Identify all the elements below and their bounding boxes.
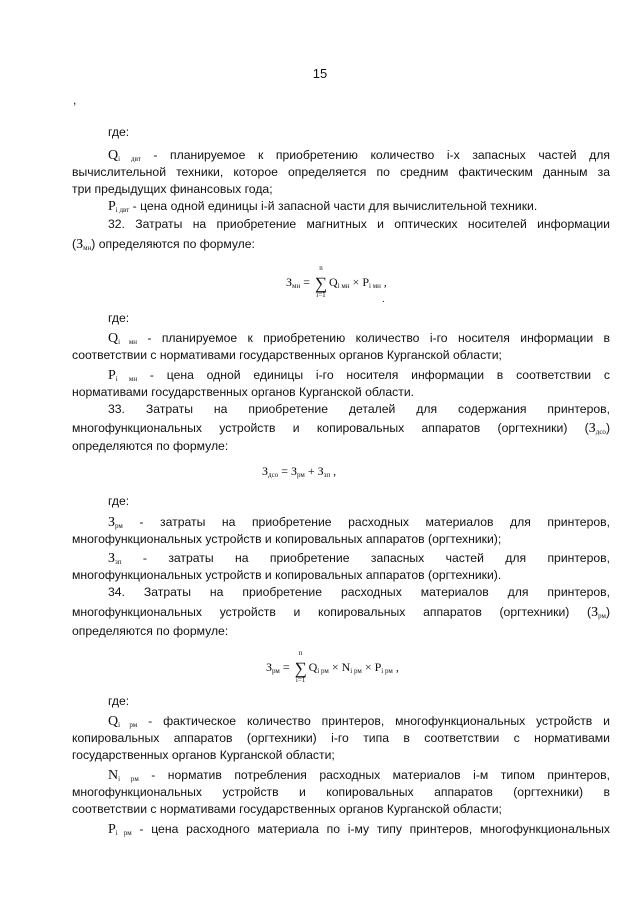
formula-subscript: рм: [272, 667, 280, 675]
definition-text: - планируемое к приобретению количество i-го носителя информации в: [137, 331, 611, 345]
sum-lower: i=1: [295, 676, 306, 684]
symbol: P: [108, 368, 116, 383]
text-line: многофункциональных устройств и копировальных аппаратов (оргтехники) в: [72, 785, 610, 799]
symbol: P: [108, 822, 116, 837]
symbol: Q: [108, 714, 119, 729]
stray-dot: .: [382, 294, 385, 305]
where-label: где:: [108, 125, 130, 139]
definition-text: - цена расходного материала по i-му типу принтеров, многофункциональных: [131, 822, 610, 836]
formula-end: ,: [380, 275, 387, 289]
formula-lhs: З: [262, 464, 269, 478]
symbol: З: [591, 605, 599, 620]
formula-op: ×: [349, 275, 363, 289]
bracket: ): [605, 421, 610, 435]
formula-1: [286, 264, 387, 299]
formula-end: ,: [330, 464, 337, 478]
formula-var: З: [290, 464, 297, 478]
text: ) определяются по формуле:: [91, 237, 255, 251]
formula-3: [266, 649, 399, 684]
text-line: три предыдущих финансовых года;: [72, 182, 273, 196]
formula-end: ,: [392, 660, 399, 674]
definition-text: - затраты на приобретение запасных частей для принтеров,: [121, 551, 610, 565]
text: многофункциональных устройств и копировальных аппаратов (оргтехники) (: [72, 421, 589, 435]
bracket: ): [605, 605, 610, 619]
sum-upper: n: [298, 649, 303, 657]
bracket: (: [72, 237, 77, 251]
text: многофункциональных устройств и копировальных аппаратов (оргтехники) (: [72, 605, 592, 619]
sum-lower: i=1: [316, 291, 326, 299]
formula-var: Q: [308, 660, 318, 674]
formula-subscript: i мн: [337, 282, 350, 290]
symbol-subscript: i рм: [115, 829, 132, 837]
formula-subscript: i рм: [381, 667, 393, 675]
sum-icon: ∑ n i=1: [294, 649, 307, 684]
text-line: определяются по формуле:: [72, 624, 229, 638]
text-line: определяются по формуле:: [72, 439, 229, 453]
definition-text: - цена одной единицы i-й запасной части для вычислительной техники.: [129, 199, 538, 213]
text-line: многофункциональных устройств и копировальных аппаратов (оргтехники);: [72, 532, 502, 546]
formula-op: +: [304, 464, 318, 478]
formula-subscript: i рм: [350, 667, 362, 675]
symbol-subscript: рм: [115, 522, 123, 530]
symbol-subscript: i двт: [118, 155, 141, 163]
symbol: P: [108, 199, 116, 214]
formula-var: P: [374, 660, 382, 674]
text-line: государственных органов Курганской области;: [72, 748, 335, 762]
definition-p-rm: [108, 821, 610, 842]
formula-eq: =: [279, 660, 293, 674]
definition-text: - фактическое количество принтеров, многофункциональных устройств и: [137, 714, 610, 728]
page-number: 15: [312, 66, 328, 81]
formula-op: ×: [361, 660, 375, 674]
symbol-subscript: дсо: [595, 428, 606, 436]
formula-lhs: З: [266, 660, 273, 674]
sum-upper: n: [319, 264, 323, 272]
where-label: где:: [108, 494, 130, 508]
symbol: З: [76, 237, 84, 252]
symbol-subscript: зп: [115, 558, 122, 566]
definition-text: - цена одной единицы i-го носителя информации в соответствии с: [137, 368, 610, 382]
symbol: З: [108, 515, 116, 530]
formula-2: [262, 464, 336, 479]
definition-text: - планируемое к приобретению количество i-х запасных частей для: [140, 148, 610, 162]
formula-var: N: [341, 660, 351, 674]
symbol-subscript: i рм: [118, 721, 138, 729]
text-line: нормативами государственных органов Курганской области.: [72, 385, 415, 399]
symbol-subscript: i мн: [115, 375, 138, 383]
symbol: Q: [108, 331, 119, 346]
paragraph-32-line2: [72, 236, 255, 257]
formula-var: P: [362, 275, 369, 289]
where-label: где:: [108, 311, 130, 325]
formula-var: Q: [328, 275, 338, 289]
formula-lhs: З: [286, 275, 293, 289]
symbol: Q: [108, 148, 119, 163]
formula-var: З: [317, 464, 324, 478]
paragraph-34-line2: [72, 604, 610, 625]
text-line: копировальных аппаратов (оргтехники) i-го типа в соответствии с нормативами: [72, 731, 610, 745]
paragraph-32: 32. Затраты на приобретение магнитных и оптических носителей информации: [108, 217, 610, 231]
where-label: где:: [108, 694, 130, 708]
formula-eq: =: [278, 464, 291, 478]
definition-text: - норматив потребления расходных материалов i-м типом принтеров,: [138, 768, 610, 782]
formula-subscript: рм: [296, 471, 305, 479]
symbol-subscript: i рм: [118, 775, 139, 783]
symbol: N: [108, 768, 119, 783]
text-line: многофункциональных устройств и копировальных аппаратов (оргтехники).: [72, 568, 502, 582]
formula-op: ×: [328, 660, 342, 674]
formula-subscript: дсо: [268, 471, 279, 479]
formula-subscript: i рм: [317, 667, 329, 675]
symbol-subscript: рм: [598, 612, 606, 620]
formula-eq: =: [300, 275, 313, 289]
symbol: З: [108, 551, 116, 566]
sum-icon: ∑ n i=1: [314, 264, 328, 299]
symbol: З: [588, 421, 596, 436]
symbol-subscript: мн: [83, 244, 92, 252]
text-line: вычислительной техники, которое определяется по средним фактическим данным за: [72, 165, 610, 179]
stray-mark: ,: [73, 93, 77, 107]
definition-text: - затраты на приобретение расходных материалов для принтеров,: [122, 515, 610, 529]
formula-subscript: мн: [292, 282, 301, 290]
paragraph-34: 34. Затраты на приобретение расходных материалов для принтеров,: [108, 585, 610, 599]
formula-subscript: зп: [323, 471, 331, 479]
text-line: соответствии с нормативами государственных органов Курганской области;: [72, 348, 502, 362]
symbol-subscript: i двт: [115, 206, 130, 214]
symbol-subscript: i мн: [118, 338, 137, 346]
formula-subscript: i мн: [369, 282, 381, 290]
text-line: соответствии с нормативами государственных органов Курганской области;: [72, 802, 502, 816]
paragraph-33: 33. Затраты на приобретение деталей для содержания принтеров,: [108, 402, 610, 416]
